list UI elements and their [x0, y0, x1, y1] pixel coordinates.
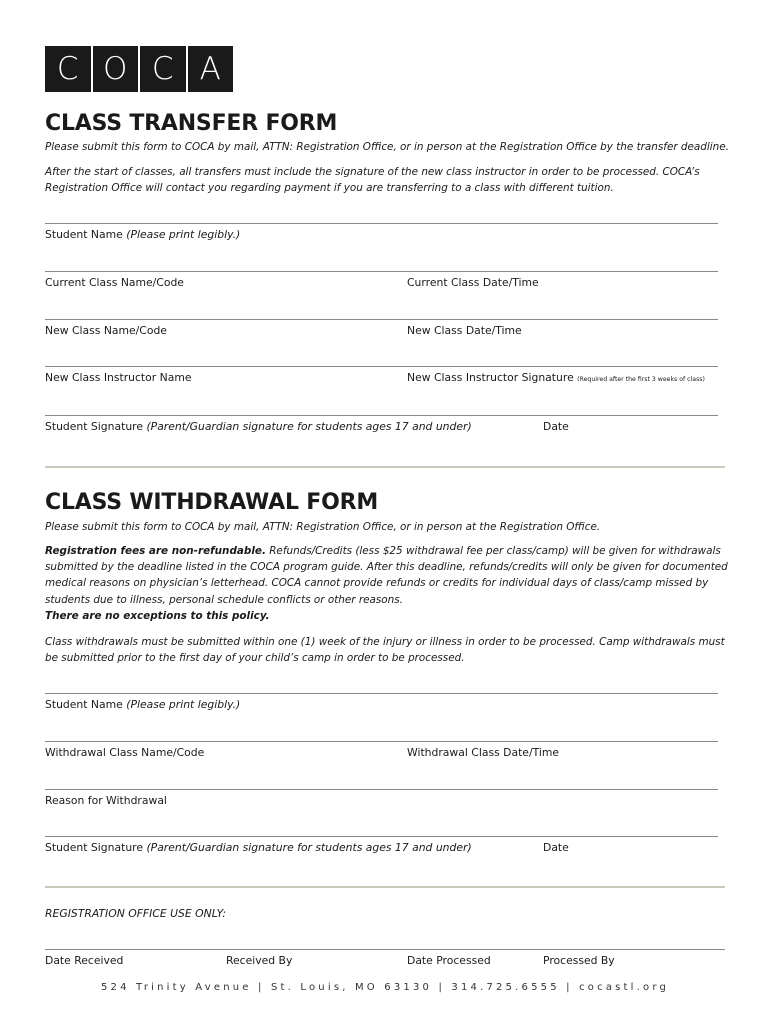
current-class-date-label: Current Class Date/Time: [407, 276, 539, 289]
office-use-line[interactable]: [45, 949, 725, 950]
received-by-label: Received By: [226, 954, 293, 967]
withdrawal-reason-line[interactable]: [45, 789, 718, 790]
logo-letter: C: [45, 46, 93, 92]
transfer-student-name-line[interactable]: [45, 223, 718, 224]
instructor-line[interactable]: [45, 366, 718, 367]
current-class-label: Current Class Name/Code: [45, 276, 184, 289]
transfer-student-name-label: Student Name (Please print legibly.): [45, 228, 241, 241]
withdrawal-student-signature-label: Student Signature (Parent/Guardian signature for students ages 17 and under): [45, 841, 472, 854]
withdrawal-form-title: CLASS WITHDRAWAL FORM: [45, 490, 379, 515]
withdrawal-intro: Please submit this form to COCA by mail, ATTN: Registration Office, or in person at the Registration Office.: [45, 521, 601, 533]
section-divider: [45, 466, 725, 468]
logo-letter: C: [140, 46, 188, 92]
transfer-date-label: Date: [543, 420, 569, 433]
date-received-label: Date Received: [45, 954, 124, 967]
instructor-name-label: New Class Instructor Name: [45, 371, 192, 384]
current-class-line[interactable]: [45, 271, 718, 272]
new-class-date-label: New Class Date/Time: [407, 324, 522, 337]
date-processed-label: Date Processed: [407, 954, 491, 967]
transfer-intro: Please submit this form to COCA by mail, ATTN: Registration Office, or in person at the Registration Office by the transfer deadline.: [45, 141, 729, 153]
logo-letter: O: [93, 46, 141, 92]
section-divider: [45, 886, 725, 888]
transfer-student-signature-line[interactable]: [45, 415, 718, 416]
new-class-label: New Class Name/Code: [45, 324, 167, 337]
withdrawal-class-line[interactable]: [45, 741, 718, 742]
instructor-signature-label: New Class Instructor Signature (Required after the first 3 weeks of class): [407, 371, 705, 384]
withdrawal-class-date-label: Withdrawal Class Date/Time: [407, 746, 560, 759]
transfer-student-signature-label: Student Signature (Parent/Guardian signature for students ages 17 and under): [45, 420, 472, 433]
withdrawal-student-name-label: Student Name (Please print legibly.): [45, 698, 241, 711]
processed-by-label: Processed By: [543, 954, 615, 967]
transfer-note: After the start of classes, all transfers must include the signature of the new class instructor in order to be processed. COCA’s Registration Office will contact you regarding payment if you are transferring to a class with different tuition.: [45, 166, 700, 195]
withdrawal-student-name-line[interactable]: [45, 693, 718, 694]
new-class-line[interactable]: [45, 319, 718, 320]
transfer-form-title: CLASS TRANSFER FORM: [45, 111, 338, 136]
withdrawal-policy: Registration fees are non-refundable. Refunds/Credits (less $25 withdrawal fee per class/camp) will be given for withdrawals submitted by the deadline listed in the COCA program guide. After this deadline, refunds/credits will only be given for documented medical reasons on physician’s letterhead. COCA cannot provide refunds or credits for individual days of class/camp missed by students due to illness, personal schedule conflicts or other reasons. There are no exceptions to this policy.: [45, 545, 728, 622]
withdrawal-reason-label: Reason for Withdrawal: [45, 794, 167, 807]
logo-letter: A: [188, 46, 234, 92]
withdrawal-class-label: Withdrawal Class Name/Code: [45, 746, 205, 759]
footer-address: 524 Trinity Avenue | St. Louis, MO 63130 | 314.725.6555 | cocastl.org: [100, 982, 670, 993]
withdrawal-date-label: Date: [543, 841, 569, 854]
office-use-heading: REGISTRATION OFFICE USE ONLY:: [45, 907, 226, 920]
coca-logo: [45, 46, 233, 92]
withdrawal-deadline-note: Class withdrawals must be submitted within one (1) week of the injury or illness in order to be processed. Camp withdrawals must be submitted prior to the first day of your child’s camp in order to be processed.: [45, 636, 725, 665]
withdrawal-student-signature-line[interactable]: [45, 836, 718, 837]
